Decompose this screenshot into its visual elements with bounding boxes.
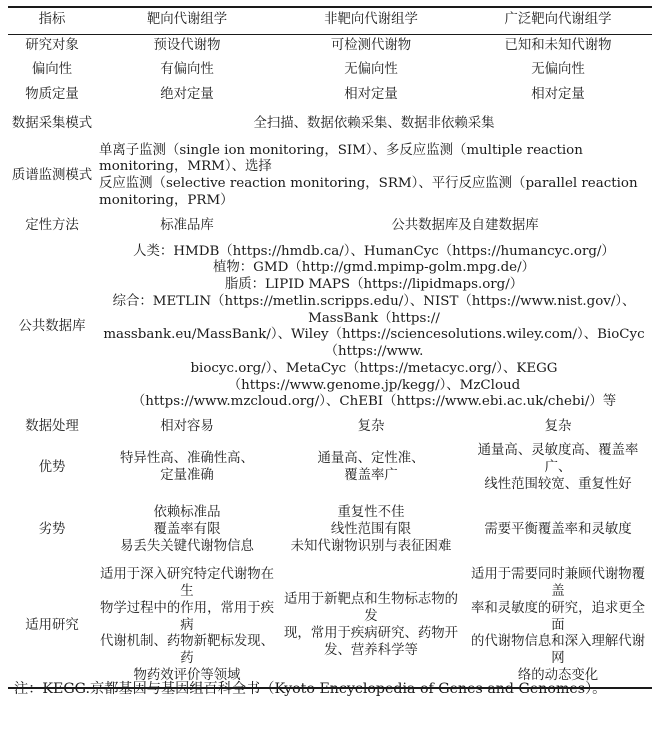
row-label: 研究对象 [25,38,79,54]
cell-line: 物学过程中的作用，常用于疾病 [99,600,275,633]
table-row [8,242,652,414]
cell-line: biocyc.org/）、MetaCyc（https://metacyc.org/）、KEGG（https://www.genome.jp/kegg/）、MzCloud [190,360,558,393]
cell-line: 通量高、灵敏度高、覆盖率广、 [477,443,639,475]
table-footnote: 注：KEGG.京都基因与基因组百科全书（Kyoto Encyclopedia of Genes and Genomes）。 [14,681,607,697]
header-untargeted: 非靶向代谢组学 [278,7,464,35]
table-cell: 预设代谢物 [153,38,221,54]
table-cell: 复杂 [544,418,572,434]
row-label: 物质定量 [25,87,79,103]
table-row [8,109,652,141]
cell-line: 未知代谢物识别与表征困难 [290,538,452,554]
table-row [8,441,652,495]
table-row [8,495,652,565]
cell-line: 适用于新靶点和生物标志物的发 [283,592,459,625]
table-row [8,212,652,242]
table-cell [278,441,464,495]
cell-line: （https://www.mzcloud.org/）、ChEBI（https://www.ebi.ac.uk/chebi/）等 [131,394,617,410]
cell-line: 单离子监测（single ion monitoring，SIM）、多反应监测（multiple reaction monitoring，MRM）、选择 [99,142,583,175]
row-label: 适用研究 [25,617,79,633]
table-cell: 复杂 [357,418,385,434]
cell-line: 适用于需要同时兼顾代谢物覆盖 [470,567,646,599]
row-label: 定性方法 [25,218,79,234]
row-label: 劣势 [38,521,66,537]
table-cell: 公共数据库及自建数据库 [391,218,539,234]
header-indicator: 指标 [8,7,96,35]
table-cell: 标准品库 [160,218,214,234]
cell-line: 人类：HMDB（https://hmdb.ca/）、HumanCyc（https://humancyc.org/） [133,243,615,259]
cell-line: 的代谢物信息和深入理解代谢网 [470,634,646,666]
cell-line: 现，常用于疾病研究、药物开 [283,625,459,641]
cell-line: 适用于深入研究特定代谢物在生 [99,567,275,599]
table-cell [464,441,652,495]
table-cell: 无偏向性 [531,62,585,78]
cell-line: 植物：GMD（http://gmd.mpimp-golm.mpg.de/） [212,260,535,276]
cell-line: 物药效评价等领域 [133,667,241,683]
cell-line: 重复性不佳 [337,505,405,521]
table-cell: 无偏向性 [344,62,398,78]
table-cell: 可检测代谢物 [330,38,412,54]
header-row [8,7,652,35]
row-label: 公共数据库 [18,318,86,334]
cell-line: 覆盖率广 [344,468,398,484]
cell-line: 代谢机制、药物新靶标发现、药 [99,634,275,666]
table-cell: 相对定量 [531,87,585,103]
header-targeted: 靶向代谢组学 [96,7,278,35]
table-row [8,35,652,59]
row-label: 数据处理 [25,418,79,434]
table-cell [96,441,278,495]
cell-line: 定量准确 [160,468,214,484]
table-cell: 相对定量 [344,87,398,103]
cell-line: 特异性高、准确性高、 [120,451,254,467]
row-label: 偏向性 [31,62,73,78]
cell-line: 覆盖率有限 [153,521,221,537]
cell-line: 线性范围有限 [330,521,412,537]
row-label: 优势 [38,459,66,475]
cell-line: 需要平衡覆盖率和灵敏度 [484,521,632,537]
table-cell [96,242,652,414]
table-cell [278,495,464,565]
table-cell [96,565,278,687]
table-row [8,413,652,441]
cell-line: 通量高、定性准、 [317,451,425,467]
table-row [8,59,652,83]
table-row [8,83,652,109]
table-row [8,141,652,212]
row-label: 质谱监测模式 [11,167,93,183]
cell-line: massbank.eu/MassBank/）、Wiley（https://sciencesolutions.wiley.com/）、BioCyc（https://www. [103,327,645,359]
table-cell: 相对容易 [160,418,214,434]
table-row [8,565,652,687]
table-cell [96,141,652,212]
cell-line: 脂质：LIPID MAPS（https://lipidmaps.org/） [224,277,524,292]
cell-line: 易丢失关键代谢物信息 [120,538,254,554]
table-cell [96,495,278,565]
table-cell: 全扫描、数据依赖采集、数据非依赖采集 [253,116,495,132]
table-cell [464,495,652,565]
table-cell: 绝对定量 [160,87,214,103]
cell-line: 反应监测（selective reaction monitoring，SRM）、平行反应监测（parallel reaction monitoring，PRM） [99,176,638,208]
cell-line: 率和灵敏度的研究，追求更全面 [470,600,646,633]
cell-line: 络的动态变化 [517,667,599,683]
table-cell [278,565,464,687]
cell-line: 综合：METLIN（https://metlin.scripps.edu/）、NIST（https://www.nist.gov/）、MassBank（https:// [112,293,636,326]
table-cell: 有偏向性 [160,62,214,78]
table-cell [464,565,652,687]
cell-line: 发、营养科学等 [324,642,418,658]
comparison-table [8,6,652,689]
header-widely-targeted: 广泛靶向代谢组学 [464,7,652,35]
cell-line: 线性范围较宽、重复性好 [484,476,632,492]
cell-line: 依赖标准品 [153,505,221,521]
table-cell: 已知和未知代谢物 [504,38,612,54]
row-label: 数据采集模式 [11,116,93,132]
